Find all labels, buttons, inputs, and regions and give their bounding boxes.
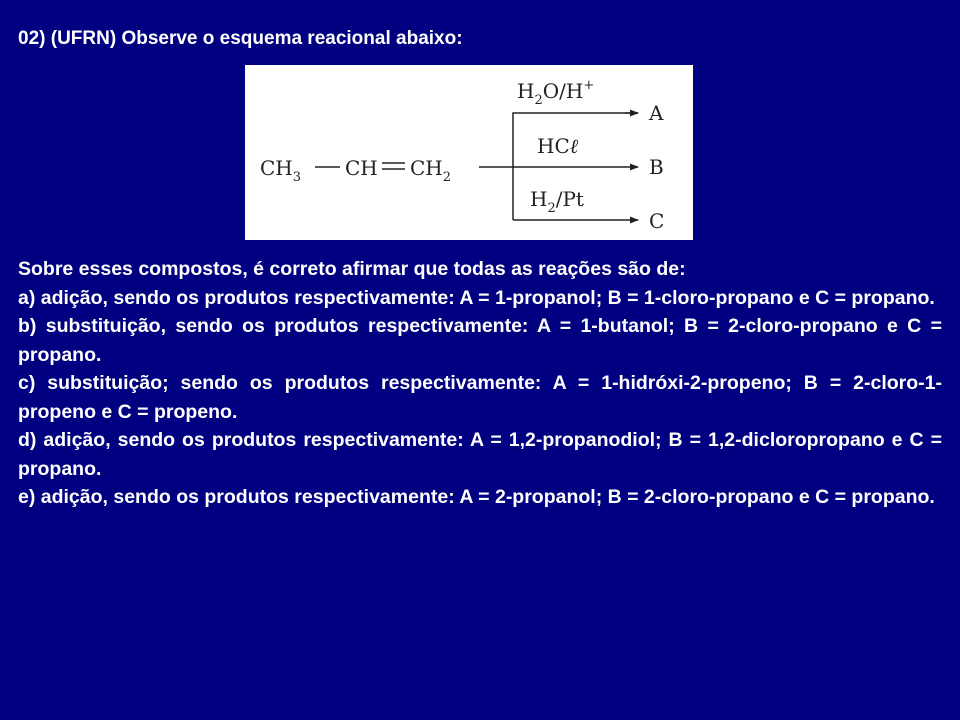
option-a: a) adição, sendo os produtos respectivamente: A = 1-propanol; B = 1-cloro-propano e C = propano.: [18, 286, 935, 309]
product-c: C: [649, 209, 665, 233]
reagent-label-h2-pt: $H_2/Pt$: [530, 187, 584, 216]
reagent-ch2: $CH_2$: [410, 156, 452, 185]
reagent-label-hcl: HCℓ: [537, 134, 579, 158]
option-d: d) adição, sendo os produtos respectivamente: A = 1,2-propanodiol; B = 1,2-dicloropropano e C = propano.: [18, 429, 942, 480]
reaction-scheme-diagram: [245, 65, 693, 240]
question-title: 02) (UFRN) Observe o esquema reacional abaixo:: [18, 28, 463, 49]
reagent-label-water-acid: $H_2O/H^+$: [517, 78, 595, 108]
reagent-ch: CH: [345, 156, 378, 180]
product-b: B: [649, 155, 664, 179]
reagent-ch3: $CH_3$: [260, 156, 302, 185]
option-c: c) substituição; sendo os produtos respectivamente: A = 1-hidróxi-2-propeno; B = 2-cloro-1-propeno e C = propeno.: [18, 372, 942, 423]
option-e: e) adição, sendo os produtos respectivamente: A = 2-propanol; B = 2-cloro-propano e C = propano.: [18, 486, 935, 508]
product-a: A: [649, 101, 664, 125]
question-body: [18, 255, 942, 512]
option-b: b) substituição, sendo os produtos respectivamente: A = 1-butanol; B = 2-cloro-propano e C = propano.: [18, 315, 942, 366]
reaction-scheme-image: [245, 65, 693, 240]
question-stem: Sobre esses compostos, é correto afirmar que todas as reações são de:: [18, 258, 686, 280]
